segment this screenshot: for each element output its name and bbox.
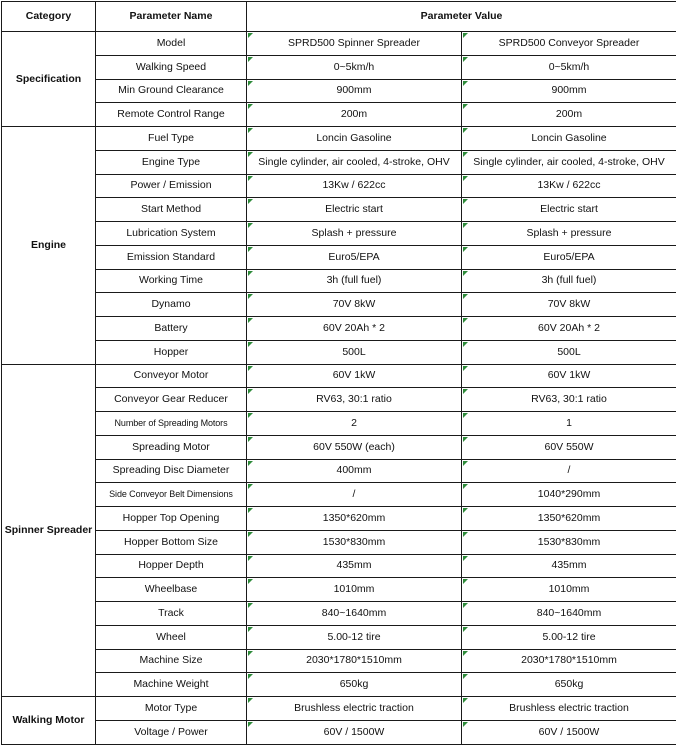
- spinner-value-cell: 2030*1780*1510mm: [247, 649, 462, 673]
- table-row: [2, 435, 676, 459]
- spinner-value-cell: Brushless electric traction: [247, 697, 462, 721]
- table-row: [2, 697, 676, 721]
- conveyor-value-cell: 1350*620mm: [462, 507, 676, 531]
- conveyor-value-cell: 70V 8kW: [462, 293, 676, 317]
- parameter-name-cell: Hopper Bottom Size: [96, 530, 247, 554]
- parameter-name-cell: Hopper Depth: [96, 554, 247, 578]
- header-category: Category: [2, 2, 96, 32]
- conveyor-value-cell: 3h (full fuel): [462, 269, 676, 293]
- spinner-value-cell: 1530*830mm: [247, 530, 462, 554]
- conveyor-value-cell: 435mm: [462, 554, 676, 578]
- parameter-name-cell: Working Time: [96, 269, 247, 293]
- table-row: [2, 673, 676, 697]
- parameter-name-cell: Conveyor Gear Reducer: [96, 388, 247, 412]
- table-row: [2, 578, 676, 602]
- spinner-value-cell: 435mm: [247, 554, 462, 578]
- spinner-value-cell: 60V / 1500W: [247, 720, 462, 744]
- spinner-value-cell: 1350*620mm: [247, 507, 462, 531]
- spinner-value-cell: Electric start: [247, 198, 462, 222]
- spinner-value-cell: 13Kw / 622cc: [247, 174, 462, 198]
- spinner-value-cell: RV63, 30:1 ratio: [247, 388, 462, 412]
- category-cell: Spinner Spreader: [2, 364, 96, 697]
- conveyor-value-cell: Loncin Gasoline: [462, 127, 676, 151]
- conveyor-value-cell: 60V 20Ah * 2: [462, 317, 676, 341]
- parameter-name-cell: Emission Standard: [96, 245, 247, 269]
- conveyor-value-cell: 650kg: [462, 673, 676, 697]
- conveyor-value-cell: 1010mm: [462, 578, 676, 602]
- spec-table: [1, 1, 676, 745]
- spinner-value-cell: Single cylinder, air cooled, 4-stroke, OHV: [247, 150, 462, 174]
- table-row: [2, 103, 676, 127]
- table-row: [2, 649, 676, 673]
- table-row: [2, 364, 676, 388]
- table-row: [2, 150, 676, 174]
- conveyor-value-cell: 2030*1780*1510mm: [462, 649, 676, 673]
- conveyor-value-cell: 60V / 1500W: [462, 720, 676, 744]
- table-row: [2, 625, 676, 649]
- spinner-value-cell: 400mm: [247, 459, 462, 483]
- table-row: [2, 198, 676, 222]
- conveyor-value-cell: 0~5km/h: [462, 55, 676, 79]
- parameter-name-cell: Machine Weight: [96, 673, 247, 697]
- parameter-name-cell: Model: [96, 32, 247, 56]
- conveyor-value-cell: 200m: [462, 103, 676, 127]
- spinner-value-cell: 200m: [247, 103, 462, 127]
- spinner-value-cell: 0~5km/h: [247, 55, 462, 79]
- conveyor-value-cell: 900mm: [462, 79, 676, 103]
- spinner-value-cell: 5.00-12 tire: [247, 625, 462, 649]
- spinner-value-cell: 840~1640mm: [247, 602, 462, 626]
- table-row: [2, 55, 676, 79]
- parameter-name-cell: Dynamo: [96, 293, 247, 317]
- header-parameter-name: Parameter Name: [96, 2, 247, 32]
- spinner-value-cell: 60V 550W (each): [247, 435, 462, 459]
- parameter-name-cell: Number of Spreading Motors: [96, 412, 247, 436]
- parameter-name-cell: Fuel Type: [96, 127, 247, 151]
- spinner-value-cell: 900mm: [247, 79, 462, 103]
- conveyor-value-cell: 5.00-12 tire: [462, 625, 676, 649]
- parameter-name-cell: Remote Control Range: [96, 103, 247, 127]
- parameter-name-cell: Conveyor Motor: [96, 364, 247, 388]
- spinner-value-cell: 650kg: [247, 673, 462, 697]
- conveyor-value-cell: Euro5/EPA: [462, 245, 676, 269]
- parameter-name-cell: Voltage / Power: [96, 720, 247, 744]
- table-row: [2, 127, 676, 151]
- parameter-name-cell: Wheelbase: [96, 578, 247, 602]
- spinner-value-cell: 1010mm: [247, 578, 462, 602]
- conveyor-value-cell: 13Kw / 622cc: [462, 174, 676, 198]
- category-cell: Walking Motor: [2, 697, 96, 745]
- table-row: [2, 507, 676, 531]
- spinner-value-cell: 3h (full fuel): [247, 269, 462, 293]
- spinner-value-cell: 2: [247, 412, 462, 436]
- table-row: [2, 554, 676, 578]
- parameter-name-cell: Lubrication System: [96, 222, 247, 246]
- parameter-name-cell: Engine Type: [96, 150, 247, 174]
- conveyor-value-cell: 60V 550W: [462, 435, 676, 459]
- table-row: [2, 483, 676, 507]
- parameter-name-cell: Motor Type: [96, 697, 247, 721]
- header-row: [2, 2, 676, 32]
- spinner-value-cell: Euro5/EPA: [247, 245, 462, 269]
- conveyor-value-cell: 1530*830mm: [462, 530, 676, 554]
- conveyor-value-cell: 840~1640mm: [462, 602, 676, 626]
- header-parameter-value: Parameter Value: [247, 2, 676, 32]
- parameter-name-cell: Spreading Motor: [96, 435, 247, 459]
- parameter-name-cell: Start Method: [96, 198, 247, 222]
- spinner-value-cell: 60V 20Ah * 2: [247, 317, 462, 341]
- parameter-name-cell: Machine Size: [96, 649, 247, 673]
- conveyor-value-cell: /: [462, 459, 676, 483]
- table-row: [2, 293, 676, 317]
- table-row: [2, 602, 676, 626]
- spinner-value-cell: SPRD500 Spinner Spreader: [247, 32, 462, 56]
- conveyor-value-cell: 60V 1kW: [462, 364, 676, 388]
- table-row: [2, 317, 676, 341]
- conveyor-value-cell: 1: [462, 412, 676, 436]
- conveyor-value-cell: SPRD500 Conveyor Spreader: [462, 32, 676, 56]
- conveyor-value-cell: Brushless electric traction: [462, 697, 676, 721]
- parameter-name-cell: Spreading Disc Diameter: [96, 459, 247, 483]
- spinner-value-cell: 70V 8kW: [247, 293, 462, 317]
- table-row: [2, 459, 676, 483]
- spinner-value-cell: 500L: [247, 340, 462, 364]
- spinner-value-cell: Loncin Gasoline: [247, 127, 462, 151]
- table-row: [2, 269, 676, 293]
- parameter-name-cell: Hopper Top Opening: [96, 507, 247, 531]
- table-row: [2, 245, 676, 269]
- parameter-name-cell: Track: [96, 602, 247, 626]
- parameter-name-cell: Side Conveyor Belt Dimensions: [96, 483, 247, 507]
- table-row: [2, 79, 676, 103]
- spinner-value-cell: Splash + pressure: [247, 222, 462, 246]
- parameter-name-cell: Min Ground Clearance: [96, 79, 247, 103]
- parameter-name-cell: Wheel: [96, 625, 247, 649]
- conveyor-value-cell: 500L: [462, 340, 676, 364]
- spinner-value-cell: /: [247, 483, 462, 507]
- parameter-name-cell: Battery: [96, 317, 247, 341]
- spinner-value-cell: 60V 1kW: [247, 364, 462, 388]
- conveyor-value-cell: Single cylinder, air cooled, 4-stroke, OHV: [462, 150, 676, 174]
- table-row: [2, 412, 676, 436]
- table-row: [2, 32, 676, 56]
- conveyor-value-cell: Electric start: [462, 198, 676, 222]
- table-row: [2, 388, 676, 412]
- parameter-name-cell: Hopper: [96, 340, 247, 364]
- conveyor-value-cell: 1040*290mm: [462, 483, 676, 507]
- table-body: [2, 32, 676, 745]
- parameter-name-cell: Walking Speed: [96, 55, 247, 79]
- conveyor-value-cell: RV63, 30:1 ratio: [462, 388, 676, 412]
- table-row: [2, 530, 676, 554]
- table-row: [2, 222, 676, 246]
- category-cell: Engine: [2, 127, 96, 365]
- conveyor-value-cell: Splash + pressure: [462, 222, 676, 246]
- table-row: [2, 340, 676, 364]
- table-row: [2, 174, 676, 198]
- category-cell: Specification: [2, 32, 96, 127]
- parameter-name-cell: Power / Emission: [96, 174, 247, 198]
- table-row: [2, 720, 676, 744]
